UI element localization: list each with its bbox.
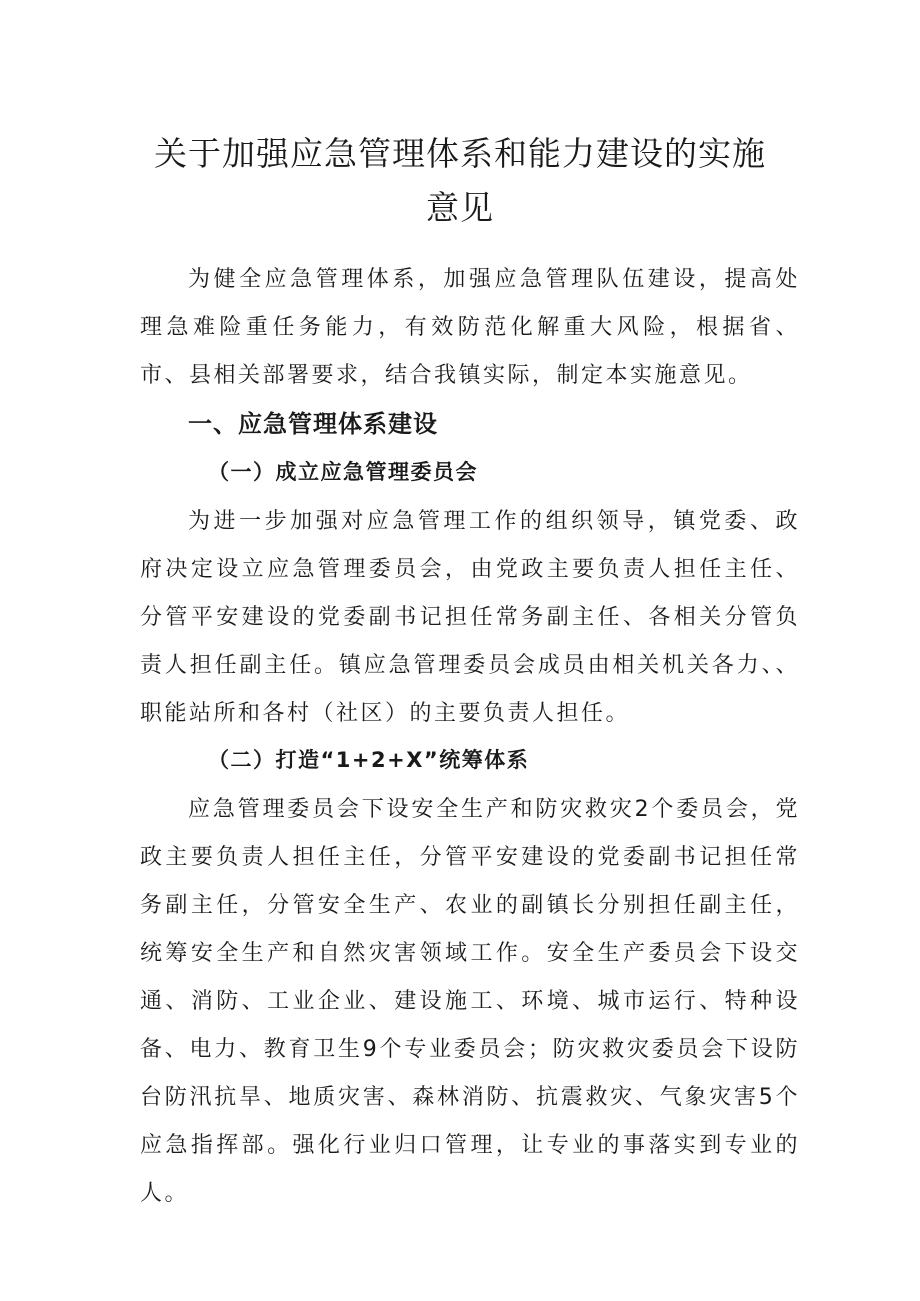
- intro-paragraph: 为健全应急管理体系，加强应急管理队伍建设，提高处理急难险重任务能力，有效防范化解重大风险，根据省、市、县相关部署要求，结合我镇实际，制定本实施意见。: [140, 267, 800, 388]
- section-heading: 一、应急管理体系建设: [188, 410, 438, 438]
- subsection-heading-1: （一）成立应急管理委员会: [208, 460, 478, 484]
- subsection-heading-2: （二）打造“1+2+X”统筹体系: [208, 748, 530, 772]
- document-title-line1: 关于加强应急管理体系和能力建设的实施: [154, 134, 766, 173]
- subsection-body-2: 应急管理委员会下设安全生产和防灾救灾2个委员会，党政主要负责人担任主任，分管平安建设的党委副书记担任常务副主任，分管安全生产、农业的副镇长分别担任副主任，统筹安全生产和自然灾害领域工作。安全生产委员会下设交通、消防、工业企业、建设施工、环境、城市运行、特种设备、电力、教育卫生9个专业委员会；防灾救灾委员会下设防台防汛抗旱、地质灾害、森林消防、抗震救灾、气象灾害5个应急指挥部。强化行业归口管理，让专业的事落实到专业的人。: [140, 797, 800, 1206]
- subsection-body-1: 为进一步加强对应急管理工作的组织领导，镇党委、政府决定设立应急管理委员会，由党政主要负责人担任主任、分管平安建设的党委副书记担任常务副主任、各相关分管负责人担任副主任。镇应急管理委员会成员由相关机关各力、、职能站所和各村（社区）的主要负责人担任。: [140, 509, 800, 726]
- document-title-line2: 意见: [426, 188, 494, 227]
